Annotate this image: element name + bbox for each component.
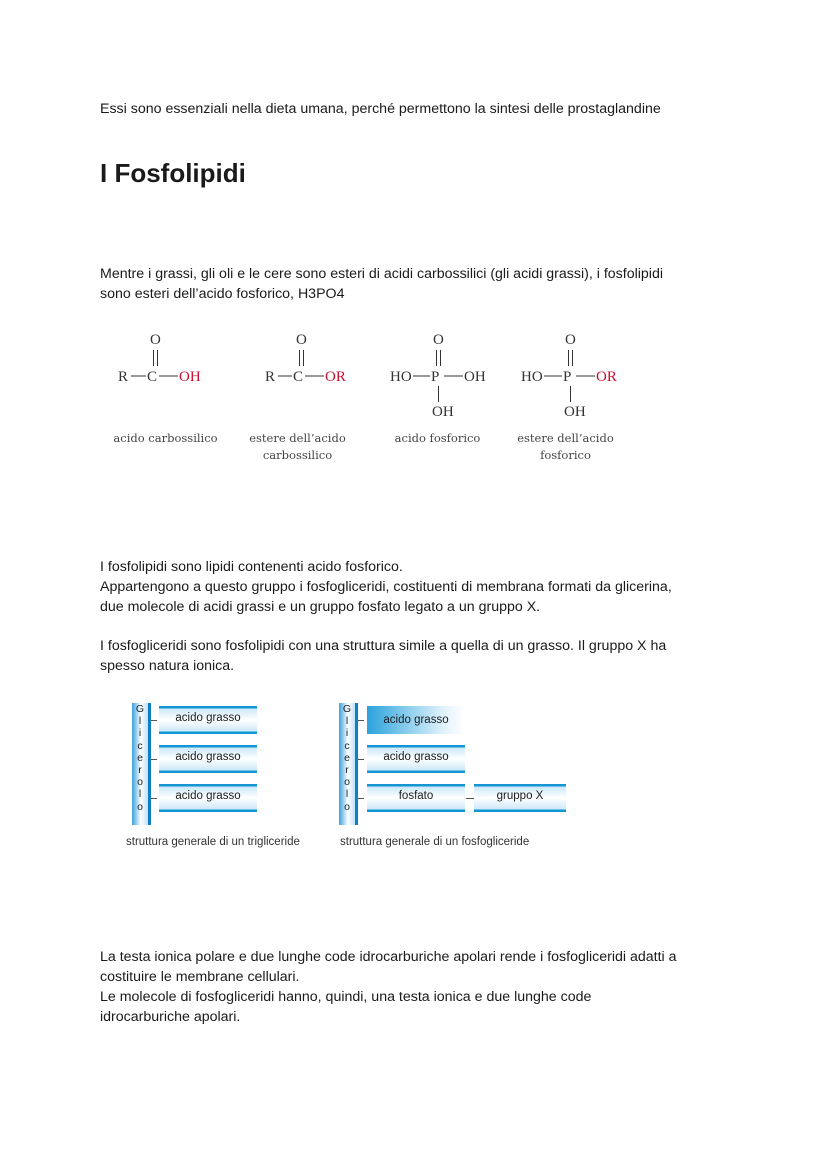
intro-paragraph xyxy=(100,99,740,119)
atom-p: P xyxy=(563,369,572,385)
fatty-acid-block: acido grasso xyxy=(159,745,257,773)
paragraph-phosphoglycerides-line-1: I fosfogliceridi sono fosfolipidi con una struttura simile a quella di un grasso. Il gruppo X ha xyxy=(100,638,667,654)
atom-oh: OH xyxy=(464,369,486,385)
atom-oh-bottom: OH xyxy=(432,404,454,420)
section-heading: I Fosfolipidi xyxy=(100,158,246,188)
paragraph-esters-line-1: Mentre i grassi, gli oli e le cere sono esteri di acidi carbossilici (gli acidi grassi), i fosfolipidi xyxy=(100,266,663,282)
glycerol-letter: o xyxy=(137,776,143,789)
glycerol-letter: l xyxy=(345,715,349,728)
glycerol-letter: e xyxy=(137,751,143,764)
paragraph-membranes xyxy=(100,947,740,1027)
label-phosphoric-ester-line-2: fosforico xyxy=(540,448,591,462)
fatty-acid-block: acido grasso xyxy=(159,784,257,812)
structure-carboxylic-ester xyxy=(265,332,346,385)
atom-o: O xyxy=(150,332,161,348)
label-phosphoric-ester-line-1: estere dell’acido xyxy=(517,431,614,445)
glycerol-letter: G xyxy=(135,703,145,715)
atom-ho: HO xyxy=(390,369,412,385)
paragraph-phospholipids-line-1: I fosfolipidi sono lipidi contenenti acido fosforico. xyxy=(100,559,403,575)
label-carboxylic-acid xyxy=(108,430,223,447)
atom-c: C xyxy=(147,369,158,385)
glycerol-letter: r xyxy=(138,764,142,777)
paragraph-membranes-line-1: La testa ionica polare e due lunghe code idrocarburiche apolari rende i fosfogliceridi adatti a xyxy=(100,949,677,965)
glycerol-letter: i xyxy=(138,727,142,740)
paragraph-esters-line-2: sono esteri dell’acido fosforico, H3PO4 xyxy=(100,286,345,302)
label-phosphoric-acid xyxy=(380,430,495,447)
paragraph-phospholipids xyxy=(100,557,740,617)
phosphoglyceride-caption: struttura generale di un fosfogliceride xyxy=(340,836,530,848)
atom-o: O xyxy=(296,332,307,348)
structure-phosphoric-acid xyxy=(390,332,486,420)
atom-or-red: OR xyxy=(325,369,346,385)
atom-c: C xyxy=(293,369,304,385)
fatty-acid-block: acido grasso xyxy=(367,706,465,734)
paragraph-phospholipids-line-2: Appartengono a questo gruppo i fosfogliceridi, costituenti di membrana formati da glicerina, xyxy=(100,579,672,595)
glycerol-letter: l xyxy=(345,788,349,801)
phosphate-block: fosfato xyxy=(367,784,465,812)
glycerol-letter: o xyxy=(344,776,350,789)
atom-ho: HO xyxy=(521,369,543,385)
glycerol-letter: c xyxy=(344,739,350,752)
glycerol-bar xyxy=(339,703,358,825)
paragraph-membranes-line-4: idrocarburiche apolari. xyxy=(100,1009,241,1025)
paragraph-membranes-line-3: Le molecole di fosfogliceridi hanno, quindi, una testa ionica e due lunghe code xyxy=(100,989,592,1005)
glycerol-letter: c xyxy=(137,739,143,752)
glycerol-letter: l xyxy=(138,788,142,801)
glycerol-bar xyxy=(132,703,151,825)
label-carboxylic-ester-line-2: carbossilico xyxy=(262,448,333,462)
label-carboxylic-acid-text: acido carbossilico xyxy=(113,431,218,445)
paragraph-phosphoglycerides-line-2: spesso natura ionica. xyxy=(100,658,235,674)
atom-p: P xyxy=(431,369,440,385)
glycerol-letter: i xyxy=(345,727,349,740)
chemical-structures xyxy=(100,325,660,425)
glycerol-letter: e xyxy=(344,751,350,764)
paragraph-membranes-line-2: costituire le membrane cellulari. xyxy=(100,969,300,985)
label-phosphoric-ester xyxy=(508,430,623,464)
atom-or-red: OR xyxy=(596,369,617,385)
paragraph-esters xyxy=(100,264,740,304)
paragraph-phosphoglycerides xyxy=(100,636,740,676)
structure-carboxylic-acid xyxy=(118,332,201,385)
atom-oh-red: OH xyxy=(179,369,201,385)
atom-o: O xyxy=(433,332,444,348)
atom-oh-bottom: OH xyxy=(564,404,586,420)
group-x-block: gruppo X xyxy=(474,784,566,812)
atom-o: O xyxy=(565,332,576,348)
glycerol-letter: l xyxy=(138,715,142,728)
structure-phosphoric-ester xyxy=(521,332,617,420)
paragraph-phospholipids-line-3: due molecole di acidi grassi e un gruppo fosfato legato a un gruppo X. xyxy=(100,599,541,615)
glycerol-letter: o xyxy=(344,800,350,813)
fatty-acid-block: acido grasso xyxy=(367,745,465,773)
label-carboxylic-ester-line-1: estere dell’acido xyxy=(249,431,346,445)
fatty-acid-block: acido grasso xyxy=(159,706,257,734)
label-carboxylic-ester xyxy=(240,430,355,464)
label-phosphoric-acid-text: acido fosforico xyxy=(394,431,481,445)
glycerol-letter: o xyxy=(137,800,143,813)
intro-text: Essi sono essenziali nella dieta umana, perché permettono la sintesi delle prostaglandine xyxy=(100,101,661,117)
triglyceride-caption: struttura generale di un trigliceride xyxy=(126,836,300,848)
atom-r: R xyxy=(118,369,129,385)
glycerol-letter: G xyxy=(342,703,352,715)
atom-r: R xyxy=(265,369,276,385)
glycerol-letter: r xyxy=(345,764,349,777)
